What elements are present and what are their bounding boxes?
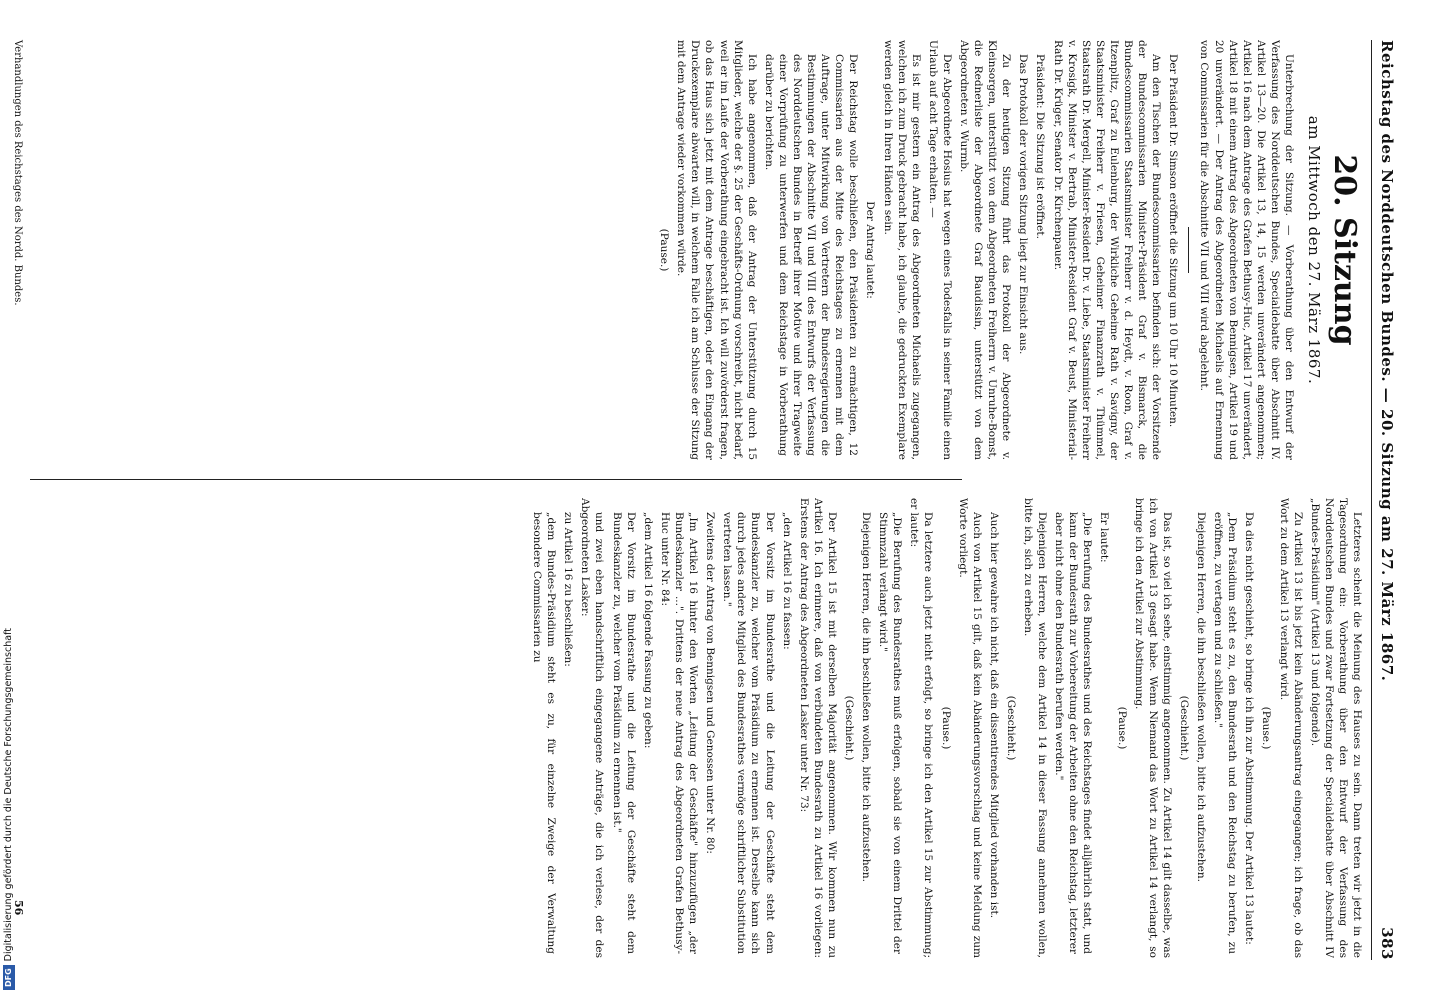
paragraph: Da letztere auch jetzt nicht erfolgt, so bringe ich den Artikel 15 zur Abstimmung; er lautet: [908,498,935,958]
signature-number: 56 [12,900,25,916]
digitization-credit [2,610,16,990]
paragraph: Der Präsident Dr. Simson eröffnet die Sitzung um 10 Uhr 10 Minuten. [1167,54,1180,428]
stage-direction: (Pause.) [939,706,952,750]
paragraph: Es ist mir gestern ein Antrag des Abgeordneten Michaelis zugegangen, welchen ich zum Druck gebracht habe, ich glaube, die gedruckten Exemplare werden gleich in Ihren Händen sein. [881,40,922,460]
stage-direction: (Pause.) [658,228,671,272]
paragraph: Zu der heutigen Sitzung führt das Protokoll der Abgeordnete v. Kleinsorgen, unterstützt von dem Abgeordneten Freiherrn v. Unruhe-Bomst, die Rednerliste der Abgeordnete Graf Baudissin, unterstützt von dem Abgeordneten v. Wurmb. [958,40,1013,460]
quoted-motion: Der Vorsitz im Bundesrathe und die Leitung der Geschäfte steht dem Bundeskanzler zu, welcher vom Präsidium zu ernennen ist." [610,512,637,954]
quoted-motion: „den Artikel 16 zu fassen: [780,512,793,650]
paragraph: und zwei eben handschriftlich eingegangene Anträge, die ich verlese, der des Abgeordneten Lasker: [579,498,606,958]
paragraph: Das ist, so viel ich sehe, einstimmig angenommen. Zu Artikel 14 gilt dasselbe, was ich von Artikel 13 gesagt habe. Wenn Niemand das Wort zu Artikel 14 verlangt, so bringe ich den Artikel zur Abstimmung. [1132,498,1173,958]
stage-direction: (Pause.) [1260,706,1273,750]
paragraph: Auch hier gewahre ich nicht, daß ein dissentirendes Mitglied vorhanden ist. [987,512,1000,919]
paragraph: Der Antrag lautet: [864,201,877,299]
quoted-motion: Der Vorsitz im Bundesrathe und die Leitung der Geschäfte steht dem Bundeskanzler zu, welcher vom Präsidium zu ernennen ist. Derselbe kann sich durch jedes andere Mitglied des Bundesrathes vermöge schriftlicher Substitution vertreten lassen." [721,512,776,954]
quoted-motion: „dem Bundes-Präsidium steht es zu, für einzelne Zweige der Verwaltung besondere Commissarien zu [531,512,558,954]
paragraph: Auch von Artikel 15 gilt, daß kein Abänderungsvorschlag und keine Meldung zum Worte vorliegt. [956,498,983,958]
quoted-article: „Dem Präsidium steht es zu, den Bundesrath und den Reichstag zu berufen, zu eröffnen, zu vertagen und zu schließen." [1212,512,1239,954]
paragraph: Zu Artikel 13 ist bis jetzt kein Abänderungsantrag eingegangen; ich frage, ob das Wort zu dem Artikel 13 verlangt wird. [1277,498,1304,958]
paragraph: Der Artikel 15 ist mit derselben Majorität angenommen. Wir kommen nun zu Artikel 16. Ich erinnere, daß von verbündeten Bundesrath zu Artikel 16 vorliegen: Erstens der Antrag des Abgeordneten Lasker unter Nr. 73: [797,498,838,958]
right-column [40,498,1364,958]
paragraph: Am den Tischen der Bundescommissarien befinden sich: der Vorsitzende der Bundescommissarien Minister-Präsident Graf v. Bismarck, die Bundescommissarien Staatsminister Freiherr v. d. Heydt, v. Roon, Graf v. Itzenplitz, Graf zu Eulenburg, der Wirkliche Geheime Rath v. Savigny, der Staatsminister Freiherr v. Friesen, Geheimer Finanzrath v. Thümmel, Staatsrath Dr. Mergell, Minister-Resident Dr. v. Liebe, Staatsminister Freiherr v. Krosigk, Minister v. Bertrab, Minister-Resident Graf v. Beust, Ministerial-Rath Dr. Krüger, Senator Dr. Kirchenpauer. [1051,40,1163,460]
divider [1188,227,1189,273]
quoted-motion: „Im Artikel 16 hinter den Worten „Leitung der Geschäfte" hinzuzufügen „der Bundeskanzler ...". Drittens der neue Antrag des Abgeordneten Grafen Bethusy-Huc unter Nr. 84: [658,512,700,954]
dfg-logo: DFG [3,965,15,990]
quoted-motion: „dem Artikel 16 folgende Fassung zu geben: [641,512,654,749]
paragraph: Diejenigen Herren, die ihn beschließen wollen, bitte ich aufzustehen. [860,512,873,882]
stage-direction: (Pause.) [1115,706,1128,750]
session-heading: 20. Sitzung [1327,154,1362,346]
session-summary: Unterbrechung der Sitzung. — Vorberathung über den Entwurf der Verfassung des Norddeutschen Bundes, Specialdebatte über Abschnitt IV. Artikel 13—20. Die Artikel 13, 14, 15 werden unverändert angenommen; Artikel 16 nach dem Antrage des Grafen Bethusy-Huc, Artikel 17 unverändert, Artikel 18 mit einem Antrag des Abgeordneten von Bennigsen, Artikel 19 und 20 unverändert. — Der Antrag des Abgeordneten Michaelis auf Ernennung von Commissarien für die Abschnitte VII und VIII wird abgelehnt. [1198,40,1295,460]
left-column [40,40,1364,460]
paragraph: Diejenigen Herren, die ihn beschließen wollen, bitte ich aufzustehen. [1195,512,1208,882]
session-date: am Mittwoch den 27. März 1867. [1305,115,1323,385]
quoted-article: „Die Berufung des Bundesrathes und des Reichstages findet alljährlich statt, und kann der Bundesrath zur Vorbereitung der Arbeiten ohne den Reichstag, letzterer aber nicht ohne den Bundesrath berufen werden." [1053,512,1094,954]
quoted-motion: Der Reichstag wolle beschließen, den Präsidenten zu ermächtigen, 12 Commissarien aus der Mitte des Reichstages zu ernennen mit dem Auftrage, unter Mitwirkung von Vertretern der Bundesregierungen die Bestimmungen der Abschnitte VII und VIII des Entwurfs der Verfassung des Norddeutschen Bundes in Betreff ihrer Motive und ihrer Tragweite einer Vorprüfung zu unterwerfen und dem Reichstage in Vorberathung darüber zu berichten. [762,54,860,456]
paragraph: Diejenigen Herren, welche dem Artikel 14 in dieser Fassung annehmen wollen, bitte ich, sich zu erheben. [1022,498,1049,958]
page-header [1371,40,1398,960]
column-separator [30,479,962,480]
paragraph: Der Abgeordnete Hosius hat wegen eines Todesfalls in seiner Familie einen Urlaub auf acht Tage erhalten. — [926,40,953,460]
running-title: Reichstag des Norddeutschen Bundes. — 20. Sitzung am 27. März 1867. [1378,40,1396,682]
stage-direction: (Geschieht.) [1004,695,1017,761]
credit-text: Digitalisierung gefördert durch die Deutsche Forschungsgemeinschaft [3,628,14,962]
paragraph: Da dies nicht geschieht, so bringe ich ihn zur Abstimmung. Der Artikel 13 lautet: [1243,512,1256,945]
page-number: 383 [1378,927,1396,960]
paragraph: Zweitens der Antrag von Bennigsen und Genossen unter Nr. 80: [704,512,717,854]
paragraph: Er lautet: [1098,512,1111,563]
quoted-article: „Die Berufung des Bundesrathes muß erfolgen, sobald sie von einem Drittel der Stimmzahl verlangt wird." [877,512,904,954]
stage-direction: (Geschieht.) [843,695,855,761]
paragraph: Präsident: Die Sitzung ist eröffnet. [1034,54,1047,239]
stage-direction: (Geschieht.) [1177,695,1190,761]
quoted-motion: zu Artikel 16 zu beschließen: [562,512,575,667]
paragraph: Ich habe angenommen, daß der Antrag der Unterstützung durch 15 Mitglieder, welche der §. 25 der Geschäfts-Ordnung vorschreibt, nicht bedarf, weil er im Laufe der Vorberathung eingebracht ist. Ich will zuvörderst fragen, ob das Haus sich jetzt mit dem Antrage beschäftigen, oder den Eingang der Druckexemplare abwarten will, in welchem Falle ich am Schlusse der Sitzung mit dem Antrage wieder vorkommen würde. [675,40,758,460]
paragraph: Letzteres scheint die Meinung des Hauses zu sein. Dann treten wir jetzt in die Tagesordnung ein: Vorberathung über den Entwurf der Verfassung des Norddeutschen Bundes und zwar Fortsetzung der Specialdebatte über Abschnitt IV „Bundes-Präsidium" (Artikel 13 und folgende). [1308,498,1363,958]
paragraph: Das Protokoll der vorigen Sitzung liegt zur Einsicht aus. [1017,54,1030,355]
page-footer: Verhandlungen des Reichstages des Nordd. Bundes. [12,40,23,306]
